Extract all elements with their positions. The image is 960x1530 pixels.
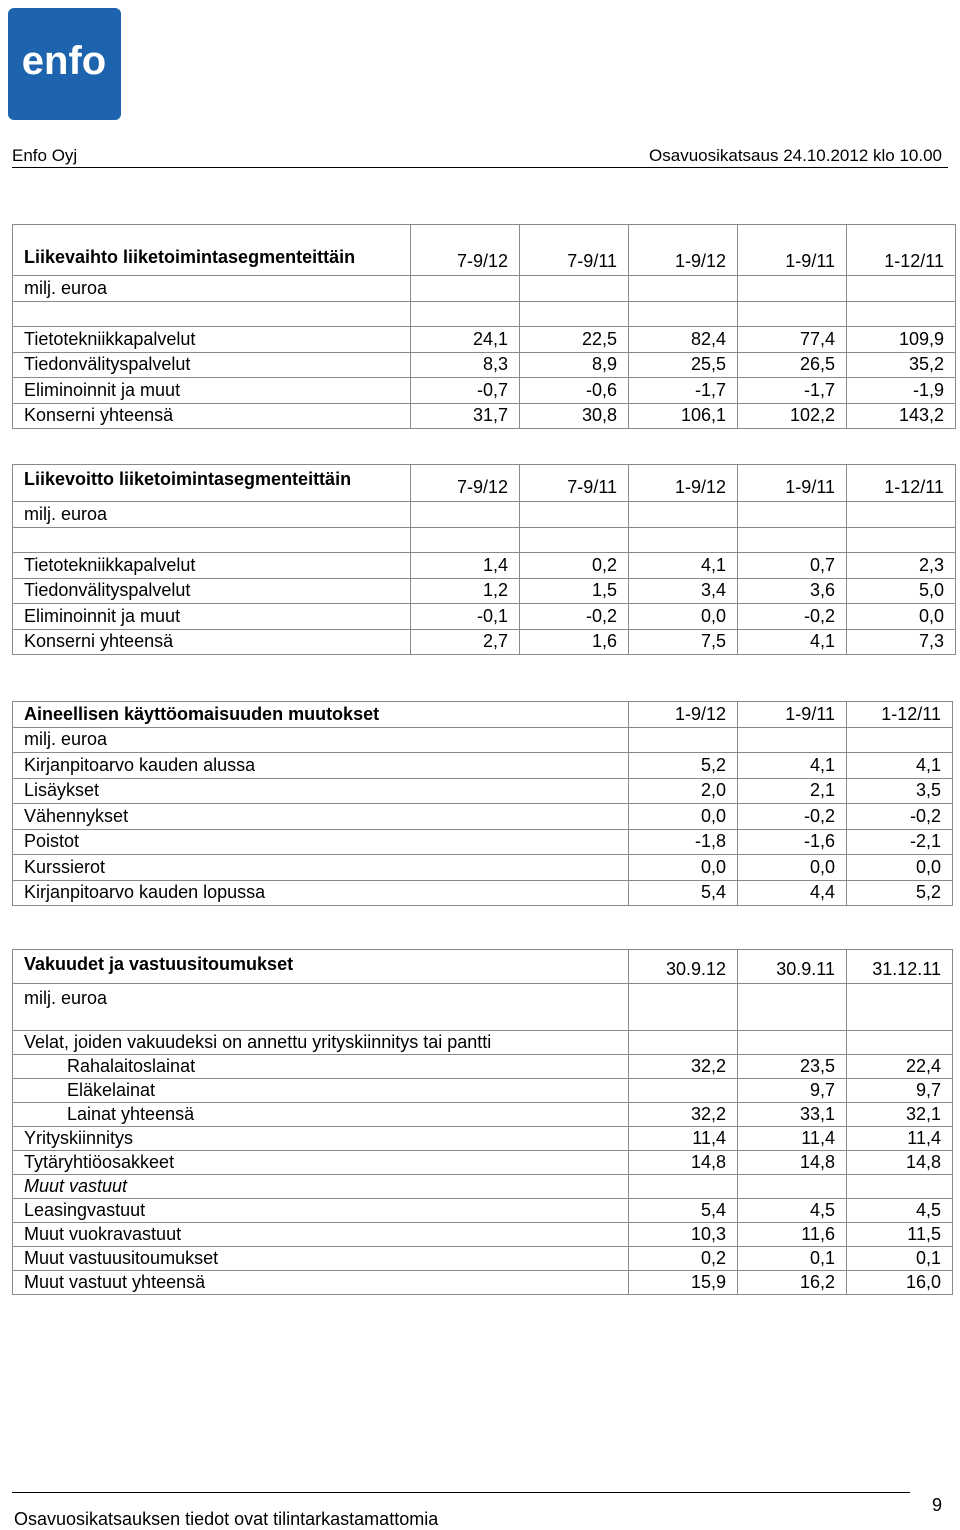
table-header-row — [12, 949, 952, 983]
cell-value: 143,2 — [898, 405, 944, 426]
row-label: Eläkelainat — [67, 1080, 156, 1100]
table-row — [12, 352, 955, 378]
table-row — [12, 1150, 952, 1174]
cell-value: 0,0 — [700, 805, 726, 826]
cell-value: 2,0 — [700, 780, 726, 801]
cell-value: 4,1 — [809, 754, 835, 775]
cell-value: 3,4 — [700, 580, 726, 601]
logo-text: enfo — [21, 39, 107, 83]
unit-row — [12, 727, 952, 753]
column-header: 7-9/11 — [567, 251, 617, 271]
cell-value: 3,6 — [809, 580, 835, 601]
cell-value: 9,7 — [809, 1080, 835, 1100]
column-header: 30.9.12 — [665, 959, 726, 979]
row-label: Kirjanpitoarvo kauden lopussa — [24, 882, 266, 903]
spacer-row — [12, 301, 955, 327]
column-header: 1-9/12 — [674, 251, 726, 271]
company-name: Enfo Oyj — [12, 146, 78, 165]
table-title: Liikevoitto liiketoimintasegmenteittäin — [24, 469, 352, 489]
column-header: 1-9/11 — [785, 703, 835, 724]
cell-value: 8,3 — [482, 354, 508, 375]
cell-value: 4,1 — [915, 754, 941, 775]
profit-table — [12, 464, 955, 654]
cell-value: 3,5 — [915, 780, 941, 801]
cell-value: 35,2 — [908, 354, 944, 375]
table-title: Aineellisen käyttöomaisuuden muutokset — [24, 703, 380, 724]
cell-value: 10,3 — [690, 1224, 726, 1244]
table-row — [12, 1126, 952, 1150]
table-header-row — [12, 464, 955, 501]
cell-value: -0,2 — [803, 805, 835, 826]
report-title: Osavuosikatsaus 24.10.2012 klo 10.00 — [649, 146, 942, 165]
cell-value: 14,8 — [905, 1152, 941, 1172]
cell-value: 0,0 — [915, 856, 941, 877]
cell-value: 106,1 — [680, 405, 726, 426]
column-header: 1-12/11 — [881, 703, 941, 724]
table-row — [12, 778, 952, 804]
table-row — [12, 1054, 952, 1078]
cell-value: 11,6 — [801, 1224, 835, 1244]
cell-value: 14,8 — [690, 1152, 726, 1172]
cell-value: 4,1 — [700, 554, 726, 575]
row-label: Yrityskiinnitys — [24, 1128, 134, 1148]
cell-value: 5,2 — [700, 754, 726, 775]
row-label: Tiedonvälityspalvelut — [24, 354, 191, 375]
row-label: Leasingvastuut — [24, 1200, 146, 1220]
column-header: 1-9/11 — [785, 251, 835, 271]
enfo-logo — [8, 8, 121, 120]
table-row — [12, 854, 952, 880]
cell-value: -1,6 — [803, 831, 835, 852]
cell-value: 15,9 — [690, 1272, 726, 1292]
cell-value: -1,8 — [694, 831, 726, 852]
table-header-row — [12, 224, 955, 275]
cell-value: 16,0 — [905, 1272, 941, 1292]
assets-table — [12, 701, 952, 905]
cell-value: 82,4 — [690, 328, 726, 349]
cell-value: 30,8 — [581, 405, 617, 426]
column-header: 1-12/11 — [884, 251, 944, 271]
table-row — [12, 1246, 952, 1270]
row-label: Tytäryhtiöosakkeet — [24, 1152, 175, 1172]
cell-value: 23,5 — [799, 1056, 835, 1076]
row-label: Velat, joiden vakuudeksi on annettu yrityskiinnitys tai pantti — [24, 1032, 492, 1052]
cell-value: 4,4 — [809, 882, 835, 903]
row-label: Konserni yhteensä — [24, 631, 174, 652]
unit-label: milj. euroa — [24, 503, 108, 524]
table-row — [12, 403, 955, 429]
table-row — [12, 603, 955, 629]
row-label: Konserni yhteensä — [24, 405, 174, 426]
column-header: 7-9/11 — [567, 477, 617, 497]
cell-value: 11,5 — [907, 1224, 941, 1244]
document-header — [12, 146, 948, 168]
cell-value: 4,5 — [915, 1200, 941, 1220]
cell-value: 2,3 — [918, 554, 944, 575]
table-title: Vakuudet ja vastuusitoumukset — [24, 954, 294, 974]
footer-note: Osavuosikatsauksen tiedot ovat tilintarkastamattomia — [14, 1509, 439, 1529]
table-row — [12, 803, 952, 829]
table-row — [12, 629, 955, 655]
cell-value: 11,4 — [801, 1128, 835, 1148]
cell-value: 0,0 — [918, 605, 944, 626]
column-header: 7-9/12 — [456, 251, 508, 271]
column-header: 7-9/12 — [456, 477, 508, 497]
revenue-table — [12, 224, 955, 428]
cell-value: 2,1 — [809, 780, 835, 801]
table-row — [12, 1102, 952, 1126]
row-label: Kurssierot — [24, 856, 106, 877]
table-row — [12, 880, 952, 906]
cell-value: 9,7 — [915, 1080, 941, 1100]
cell-value: 0,1 — [809, 1248, 835, 1268]
column-header: 1-9/12 — [674, 477, 726, 497]
cell-value: 22,5 — [581, 328, 617, 349]
cell-value: 26,5 — [799, 354, 835, 375]
cell-value: 109,9 — [898, 328, 944, 349]
cell-value: 5,4 — [700, 882, 726, 903]
unit-row — [12, 275, 955, 301]
row-label: Tiedonvälityspalvelut — [24, 580, 191, 601]
cell-value: 8,9 — [591, 354, 617, 375]
cell-value: 25,5 — [690, 354, 726, 375]
cell-value: -1,9 — [912, 379, 944, 400]
column-header: 1-9/12 — [674, 703, 726, 724]
page-number: 9 — [931, 1495, 942, 1515]
unit-label: milj. euroa — [24, 988, 108, 1008]
cell-value: 1,5 — [591, 580, 617, 601]
row-label: Tietotekniikkapalvelut — [24, 328, 196, 349]
column-header: 30.9.11 — [776, 959, 835, 979]
cell-value: 14,8 — [799, 1152, 835, 1172]
footer-divider — [12, 1492, 910, 1493]
row-label: Rahalaitoslainat — [67, 1056, 196, 1076]
cell-value: -1,7 — [803, 379, 835, 400]
cell-value: 4,5 — [809, 1200, 835, 1220]
cell-value: 1,6 — [591, 631, 617, 652]
unit-label: milj. euroa — [24, 277, 108, 298]
cell-value: 0,0 — [809, 856, 835, 877]
row-label: Tietotekniikkapalvelut — [24, 554, 196, 575]
cell-value: 4,1 — [809, 631, 835, 652]
table-row — [12, 752, 952, 778]
cell-value: 0,1 — [915, 1248, 941, 1268]
cell-value: 5,4 — [700, 1200, 726, 1220]
table-row — [12, 552, 955, 578]
unit-label: milj. euroa — [24, 729, 108, 750]
cell-value: 11,4 — [907, 1128, 941, 1148]
cell-value: 1,2 — [482, 580, 508, 601]
column-header: 1-12/11 — [884, 477, 944, 497]
cell-value: 5,0 — [918, 580, 944, 601]
cell-value: -0,2 — [585, 605, 617, 626]
cell-value: 32,2 — [690, 1056, 726, 1076]
cell-value: 31,7 — [472, 405, 508, 426]
row-label: Muut vuokravastuut — [24, 1224, 182, 1244]
table-row — [12, 1030, 952, 1054]
cell-value: 0,2 — [591, 554, 617, 575]
cell-value: 7,3 — [918, 631, 944, 652]
cell-value: -1,7 — [694, 379, 726, 400]
row-label: Muut vastuut — [24, 1176, 128, 1196]
cell-value: 5,2 — [915, 882, 941, 903]
table-row — [12, 1222, 952, 1246]
table-row — [12, 377, 955, 403]
cell-value: 0,0 — [700, 605, 726, 626]
cell-value: 11,4 — [692, 1128, 726, 1148]
column-header: 1-9/11 — [785, 477, 835, 497]
cell-value: -0,2 — [909, 805, 941, 826]
cell-value: 102,2 — [789, 405, 835, 426]
table-row — [12, 1078, 952, 1102]
cell-value: -0,1 — [476, 605, 508, 626]
cell-value: -2,1 — [909, 831, 941, 852]
cell-value: 32,1 — [905, 1104, 941, 1124]
cell-value: 0,7 — [809, 554, 835, 575]
cell-value: 2,7 — [482, 631, 508, 652]
table-row — [12, 578, 955, 604]
cell-value: 77,4 — [799, 328, 835, 349]
spacer-row — [12, 527, 955, 553]
table-row — [12, 1174, 952, 1198]
cell-value: 0,0 — [700, 856, 726, 877]
table-row — [12, 829, 952, 855]
row-label: Muut vastuut yhteensä — [24, 1272, 206, 1292]
table-row — [12, 1198, 952, 1222]
table-row — [12, 326, 955, 352]
table-row — [12, 1270, 952, 1294]
cell-value: 24,1 — [472, 328, 508, 349]
row-label: Eliminoinnit ja muut — [24, 605, 181, 626]
row-label: Lainat yhteensä — [67, 1104, 195, 1124]
unit-row — [12, 983, 952, 1030]
cell-value: -0,7 — [476, 379, 508, 400]
row-label: Eliminoinnit ja muut — [24, 379, 181, 400]
table-header-row — [12, 701, 952, 727]
unit-row — [12, 501, 955, 527]
row-label: Kirjanpitoarvo kauden alussa — [24, 754, 256, 775]
cell-value: 16,2 — [799, 1272, 835, 1292]
cell-value: 0,2 — [700, 1248, 726, 1268]
cell-value: 32,2 — [690, 1104, 726, 1124]
cell-value: 1,4 — [482, 554, 508, 575]
cell-value: -0,6 — [585, 379, 617, 400]
cell-value: 33,1 — [799, 1104, 835, 1124]
row-label: Vähennykset — [24, 805, 129, 826]
cell-value: -0,2 — [803, 605, 835, 626]
cell-value: 22,4 — [905, 1056, 941, 1076]
row-label: Muut vastuusitoumukset — [24, 1248, 219, 1268]
row-label: Lisäykset — [24, 780, 100, 801]
row-label: Poistot — [24, 831, 80, 852]
column-header: 31.12.11 — [872, 959, 941, 979]
collateral-table — [12, 949, 952, 1294]
table-title: Liikevaihto liiketoimintasegmenteittäin — [24, 247, 356, 267]
cell-value: 7,5 — [700, 631, 726, 652]
